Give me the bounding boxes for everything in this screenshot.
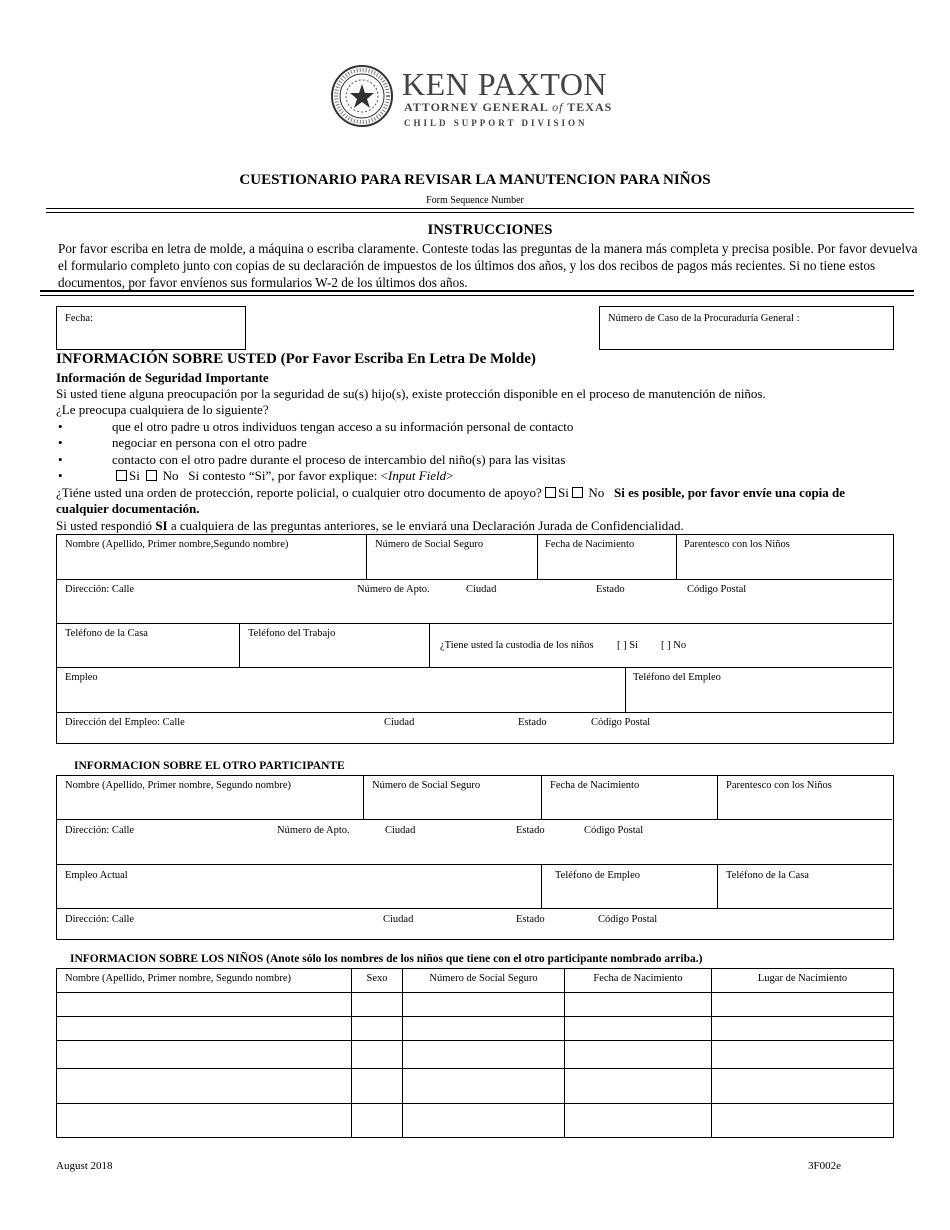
other-employment-field[interactable]: Empleo Actual bbox=[65, 870, 128, 881]
grid-divider bbox=[541, 864, 542, 908]
employer-address-label[interactable]: Dirección del Empleo: Calle bbox=[65, 717, 185, 728]
other-apt-label: Número de Apto. bbox=[277, 825, 350, 836]
bullet-mark: • bbox=[58, 419, 63, 434]
protection-send-text: Si es posible, por favor envíe una copia de cualquier documentación. bbox=[56, 485, 846, 516]
state-label: Estado bbox=[596, 584, 625, 595]
col-name-header: Nombre (Apellido, Primer nombre, Segundo nombre) bbox=[57, 969, 352, 993]
other-name-field[interactable]: Nombre (Apellido, Primer nombre, Segundo nombre) bbox=[65, 780, 291, 791]
other-ssn-field[interactable]: Número de Social Seguro bbox=[372, 780, 481, 791]
children-header-row bbox=[57, 969, 894, 993]
table-cell[interactable] bbox=[403, 1104, 565, 1138]
table-row[interactable] bbox=[57, 1069, 894, 1104]
confidentiality-post: a cualquiera de las preguntas anteriores, se le enviará una Declaración Jurada de Confidencialidad. bbox=[167, 518, 684, 533]
ssn-field[interactable]: Número de Social Seguro bbox=[375, 539, 484, 550]
confidentiality-si: SI bbox=[155, 518, 168, 533]
other-state-label: Estado bbox=[516, 825, 545, 836]
date-label: Fecha: bbox=[65, 313, 93, 324]
other-address-row[interactable] bbox=[56, 819, 892, 865]
grid-divider bbox=[717, 775, 718, 819]
footer-date: August 2018 bbox=[56, 1160, 113, 1172]
table-cell[interactable] bbox=[565, 1104, 712, 1138]
attorney-general-seal bbox=[330, 64, 394, 128]
case-number-field[interactable] bbox=[599, 306, 894, 350]
table-row[interactable] bbox=[57, 993, 894, 1017]
safety-text: Si usted tiene alguna preocupación por la seguridad de su(s) hijo(s), existe protección disponible en el proceso de manutención de niños. bbox=[56, 386, 766, 401]
table-cell[interactable] bbox=[712, 1104, 894, 1138]
other-participant-heading: INFORMACION SOBRE EL OTRO PARTICIPANTE bbox=[74, 760, 345, 772]
custody-yes[interactable]: [ ] Si bbox=[617, 640, 638, 651]
employer-city-label: Ciudad bbox=[384, 717, 415, 728]
safety-heading: Información de Seguridad Importante bbox=[56, 370, 269, 385]
grid-divider bbox=[676, 534, 677, 579]
grid-divider bbox=[717, 864, 718, 908]
grid-divider bbox=[541, 775, 542, 819]
protection-yes-label: Si bbox=[558, 485, 569, 500]
grid-divider bbox=[363, 775, 364, 819]
protection-question bbox=[56, 485, 886, 517]
bullet-mark: • bbox=[58, 435, 63, 450]
protection-question-text: ¿Tiéne usted una orden de protección, reporte policial, o cualquier otro documento de apoyo? bbox=[56, 485, 542, 500]
table-cell[interactable] bbox=[403, 1017, 565, 1041]
table-cell[interactable] bbox=[712, 993, 894, 1017]
other-dob-field[interactable]: Fecha de Nacimiento bbox=[550, 780, 640, 791]
table-cell[interactable] bbox=[352, 1041, 403, 1069]
table-cell[interactable] bbox=[352, 1069, 403, 1104]
instructions-divider bbox=[40, 290, 914, 296]
table-cell[interactable] bbox=[565, 1041, 712, 1069]
col-sex-header: Sexo bbox=[352, 969, 403, 993]
explain-label: Si contesto “Si”, por favor explique: bbox=[188, 468, 381, 483]
children-heading: INFORMACION SOBRE LOS NIÑOS (Anote sólo los nombres de los niños que tiene con el otro participante nombrado arriba.) bbox=[70, 953, 703, 965]
table-cell[interactable] bbox=[352, 1017, 403, 1041]
form-title: CUESTIONARIO PARA REVISAR LA MANUTENCION PARA NIÑOS bbox=[239, 172, 711, 188]
brand-title: ATTORNEY GENERAL of TEXAS bbox=[404, 100, 613, 114]
concern-item: que el otro padre u otros individuos tengan acceso a su información personal de contacto bbox=[112, 419, 574, 434]
table-cell[interactable] bbox=[57, 1041, 352, 1069]
col-birthplace-header: Lugar de Nacimiento bbox=[712, 969, 894, 993]
grid-divider bbox=[625, 667, 626, 712]
employer-state-label: Estado bbox=[518, 717, 547, 728]
table-cell[interactable] bbox=[57, 993, 352, 1017]
table-cell[interactable] bbox=[712, 1017, 894, 1041]
brand-name: KEN PAXTON bbox=[402, 66, 608, 102]
form-sequence-number: Form Sequence Number bbox=[426, 195, 524, 206]
apt-label: Número de Apto. bbox=[357, 584, 430, 595]
table-cell[interactable] bbox=[57, 1069, 352, 1104]
other-city-label: Ciudad bbox=[385, 825, 416, 836]
table-cell[interactable] bbox=[565, 1069, 712, 1104]
zip-label: Código Postal bbox=[687, 584, 747, 595]
table-cell[interactable] bbox=[403, 1041, 565, 1069]
other-zip2-label: Código Postal bbox=[598, 914, 658, 925]
case-number-label: Número de Caso de la Procuraduría General : bbox=[608, 313, 800, 324]
bullet-mark: • bbox=[58, 452, 63, 467]
table-row[interactable] bbox=[57, 1104, 894, 1138]
concern-question: ¿Le preocupa cualquiera de lo siguiente? bbox=[56, 402, 269, 417]
custody-no[interactable]: [ ] No bbox=[661, 640, 687, 651]
concern-item: contacto con el otro padre durante el proceso de intercambio del niño(s) para las visitas bbox=[112, 452, 566, 467]
other-address-label: Dirección: Calle bbox=[65, 825, 135, 836]
table-cell[interactable] bbox=[403, 993, 565, 1017]
grid-divider bbox=[429, 623, 430, 667]
other-relation-field[interactable]: Parentesco con los Niños bbox=[726, 780, 832, 791]
date-field[interactable] bbox=[56, 306, 246, 350]
protection-no-checkbox[interactable] bbox=[572, 487, 583, 498]
other-home-phone-field[interactable]: Teléfono de la Casa bbox=[726, 870, 809, 881]
division-name: CHILD SUPPORT DIVISION bbox=[404, 118, 588, 128]
children-table bbox=[56, 968, 894, 1138]
table-row[interactable] bbox=[57, 1041, 894, 1069]
employer-phone-field[interactable]: Teléfono del Empleo bbox=[633, 672, 721, 683]
table-cell[interactable] bbox=[712, 1069, 894, 1104]
table-cell[interactable] bbox=[712, 1041, 894, 1069]
home-phone-field[interactable]: Teléfono de la Casa bbox=[65, 628, 148, 639]
protection-yes-checkbox[interactable] bbox=[545, 487, 556, 498]
dob-field[interactable]: Fecha de Nacimiento bbox=[545, 539, 635, 550]
confidentiality-pre: Si usted respondió bbox=[56, 518, 156, 533]
other-employer-phone-field[interactable]: Teléfono de Empleo bbox=[555, 870, 640, 881]
title-divider bbox=[46, 208, 914, 213]
bullet-mark: • bbox=[58, 468, 63, 483]
confidentiality-note bbox=[56, 518, 684, 534]
other-address2-label[interactable]: Dirección: Calle bbox=[65, 914, 135, 925]
explain-input[interactable]: Input Field bbox=[388, 468, 447, 483]
no-checkbox[interactable] bbox=[146, 470, 157, 481]
other-zip-label: Código Postal bbox=[584, 825, 644, 836]
col-ssn-header: Número de Social Seguro bbox=[403, 969, 565, 993]
other-state2-label: Estado bbox=[516, 914, 545, 925]
table-cell[interactable] bbox=[57, 1104, 352, 1138]
instructions-heading: INSTRUCCIONES bbox=[427, 222, 553, 238]
table-cell[interactable] bbox=[565, 1017, 712, 1041]
footer-form-code: 3F002e bbox=[808, 1160, 841, 1172]
table-row[interactable] bbox=[57, 1017, 894, 1041]
employment-row bbox=[56, 667, 892, 713]
concern-item: negociar en persona con el otro padre bbox=[112, 435, 307, 450]
yes-label: Si bbox=[129, 468, 140, 483]
about-you-heading: INFORMACIÓN SOBRE USTED (Por Favor Escriba En Letra De Molde) bbox=[56, 351, 536, 367]
other-city2-label: Ciudad bbox=[383, 914, 414, 925]
protection-no-label: No bbox=[588, 485, 605, 500]
col-dob-header: Fecha de Nacimiento bbox=[565, 969, 712, 993]
table-cell[interactable] bbox=[352, 1104, 403, 1138]
grid-divider bbox=[239, 623, 240, 667]
grid-divider bbox=[366, 534, 367, 579]
yes-checkbox[interactable] bbox=[116, 470, 127, 481]
name-field[interactable]: Nombre (Apellido, Primer nombre,Segundo nombre) bbox=[65, 539, 289, 550]
table-cell[interactable] bbox=[403, 1069, 565, 1104]
relation-field[interactable]: Parentesco con los Niños bbox=[684, 539, 790, 550]
address-label: Dirección: Calle bbox=[65, 584, 135, 595]
table-cell[interactable] bbox=[565, 993, 712, 1017]
custody-label: ¿Tiene usted la custodia de los niños bbox=[440, 640, 594, 651]
employment-field[interactable]: Empleo bbox=[65, 672, 98, 683]
employer-zip-label: Código Postal bbox=[591, 717, 651, 728]
table-cell[interactable] bbox=[352, 993, 403, 1017]
concern-yes-no-row: Si No Si contesto “Si”, por favor explique: <Input Field> bbox=[116, 468, 454, 484]
grid-divider bbox=[537, 534, 538, 579]
work-phone-field[interactable]: Teléfono del Trabajo bbox=[248, 628, 336, 639]
city-label: Ciudad bbox=[466, 584, 497, 595]
table-cell[interactable] bbox=[57, 1017, 352, 1041]
instructions-text: Por favor escriba en letra de molde, a máquina o escriba claramente. Conteste todas las preguntas de la manera más completa y precisa posible. Por favor devuelva el formulario completo junto con copias de su declaración de impuestos de los últimos dos años, y los dos recibos de pagos más recientes. Si no tiene estos documentos, por favor envíenos sus formularios W-2 de los últimos dos años. bbox=[58, 241, 918, 290]
no-label: No bbox=[162, 468, 179, 483]
